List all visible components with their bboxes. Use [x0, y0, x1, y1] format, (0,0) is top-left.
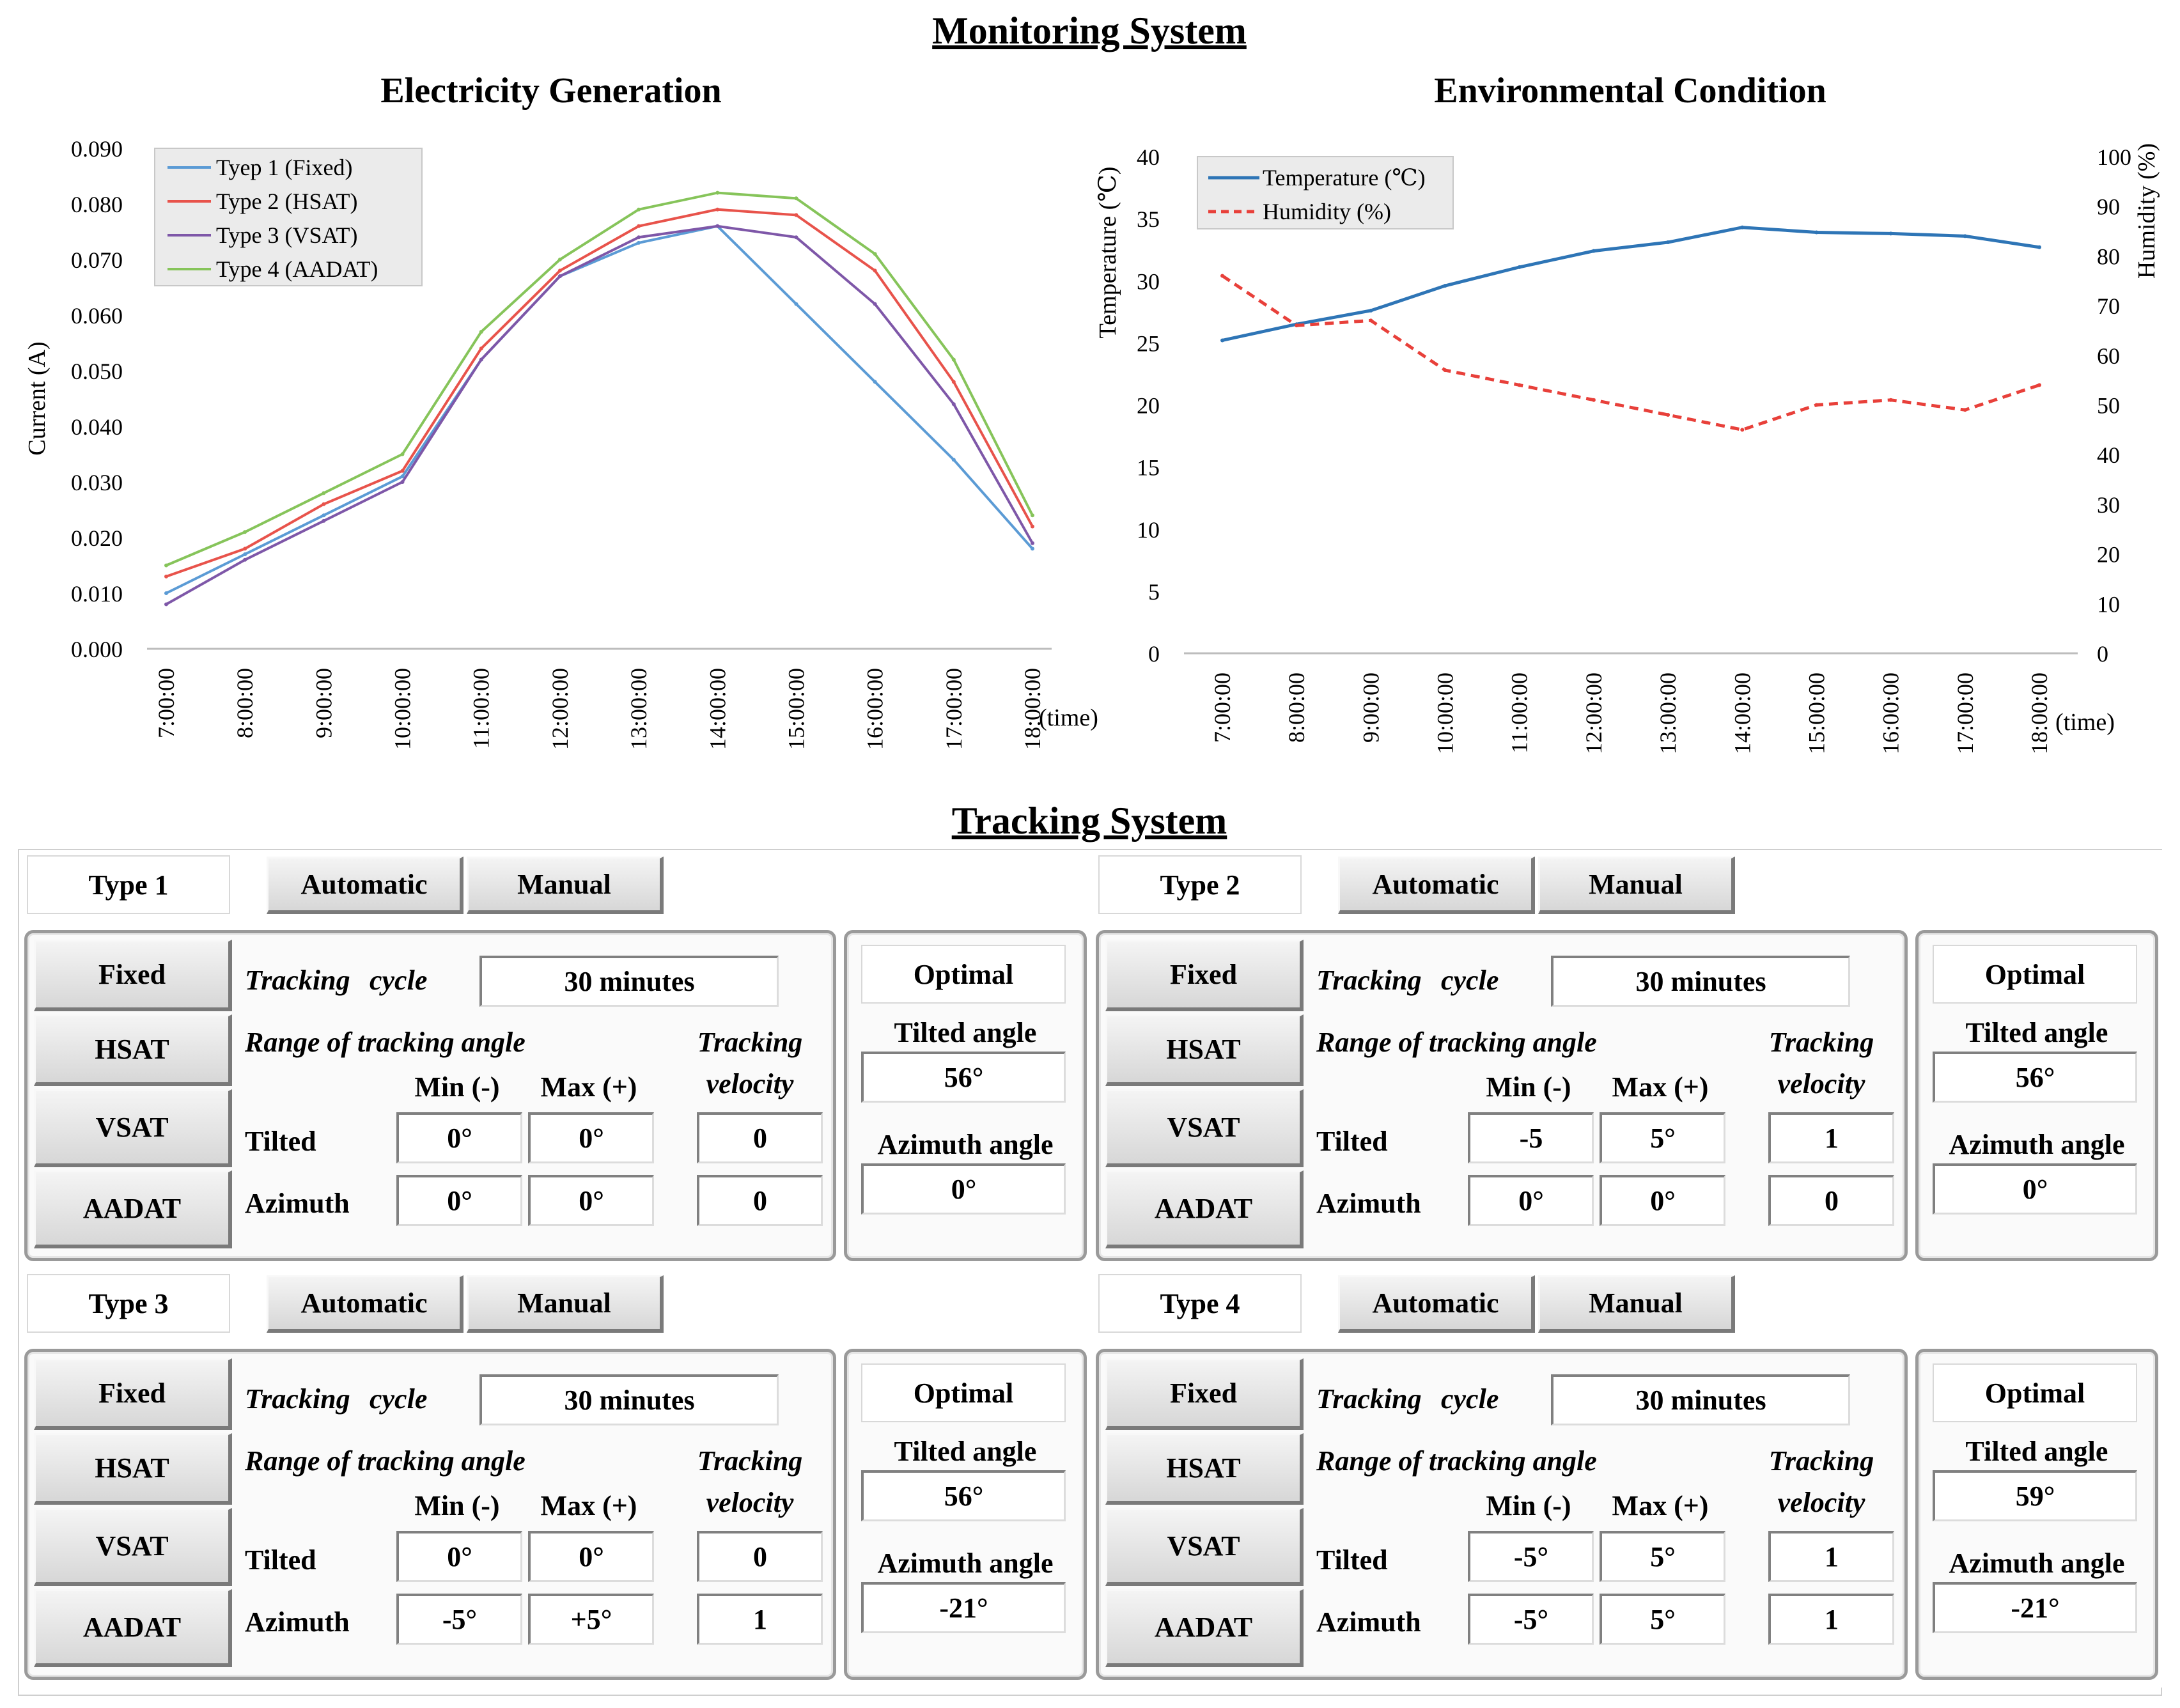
series-1-point — [1369, 309, 1373, 313]
y-tick-label-left: 25 — [1137, 330, 1160, 357]
series-3-point — [1031, 541, 1034, 545]
series-2-point — [164, 575, 168, 578]
x-tick-label: 10:00:00 — [389, 668, 416, 750]
min-header: Min (-) — [414, 1071, 500, 1103]
tracking-velocity-label-2: velocity — [706, 1487, 794, 1518]
fixed-button[interactable]: Fixed — [34, 1358, 232, 1430]
tracking-panel-type-4 — [1091, 1269, 2162, 1688]
tracking-panel-type-1 — [19, 850, 1091, 1269]
range-label: Range of tracking angle — [1316, 1027, 1597, 1058]
optimal-azimuth-field: -21° — [861, 1582, 1066, 1633]
y-tick-label-right: 100 — [2097, 144, 2131, 170]
optimal-azimuth-field: -21° — [1933, 1582, 2137, 1633]
tilted-max-field[interactable]: 5° — [1600, 1112, 1725, 1163]
x-tick-label: 16:00:00 — [1878, 672, 1904, 755]
series-2-point — [1444, 368, 1447, 372]
x-tick-label: 9:00:00 — [311, 668, 337, 739]
tilted-min-field[interactable]: -5 — [1468, 1112, 1594, 1163]
x-tick-label: 18:00:00 — [2027, 672, 2052, 755]
min-header: Min (-) — [1486, 1490, 1571, 1521]
optimal-azimuth-field: 0° — [861, 1163, 1066, 1215]
x-tick-label: 12:00:00 — [547, 668, 573, 750]
tilted-row-label: Tilted — [245, 1126, 316, 1157]
electricity-generation-chart — [0, 0, 1098, 786]
x-tick-label: 17:00:00 — [1952, 672, 1978, 755]
azimuth-angle-label: Azimuth angle — [877, 1548, 1054, 1579]
hsat-button[interactable]: HSAT — [34, 1433, 232, 1505]
series-4-point — [715, 191, 719, 195]
series-2-point — [1518, 383, 1522, 387]
x-tick-label: 7:00:00 — [1210, 672, 1235, 743]
series-3-point — [401, 480, 405, 484]
tracking-panel-type-2 — [1091, 850, 2162, 1269]
min-header: Min (-) — [1486, 1071, 1571, 1103]
series-1-point — [1889, 231, 1893, 235]
hsat-button[interactable]: HSAT — [1105, 1433, 1304, 1505]
tilted-angle-label: Tilted angle — [894, 1436, 1037, 1467]
hsat-button[interactable]: HSAT — [1105, 1014, 1304, 1086]
x-tick-label: 9:00:00 — [1358, 672, 1384, 743]
series-2-point — [2037, 383, 2041, 387]
optimal-tilted-field: 56° — [1933, 1052, 2137, 1103]
series-2-point — [558, 268, 562, 272]
legend-entry: Humidity (%) — [1263, 199, 1391, 224]
azimuth-velocity-field[interactable]: 1 — [697, 1594, 823, 1645]
max-header: Max (+) — [540, 1490, 637, 1521]
optimal-group — [844, 930, 1087, 1261]
y-tick-label-right: 40 — [2097, 442, 2120, 469]
x-tick-label: 15:00:00 — [1803, 672, 1830, 755]
optimal-label: Optimal — [1933, 1363, 2137, 1422]
tilted-row-label: Tilted — [1316, 1126, 1388, 1157]
azimuth-row-label: Azimuth — [245, 1606, 350, 1638]
series-4-point — [479, 330, 483, 334]
tracking-panel-type-3 — [19, 1269, 1091, 1688]
x-tick-label: 11:00:00 — [468, 668, 494, 749]
series-1-point — [1518, 265, 1522, 269]
tilted-velocity-field[interactable]: 1 — [1768, 1531, 1894, 1582]
y-tick-label-right: 30 — [2097, 492, 2120, 518]
vsat-button[interactable]: VSAT — [1105, 1508, 1304, 1586]
y-tick-label: 0.050 — [71, 359, 123, 384]
azimuth-row-label: Azimuth — [245, 1188, 350, 1219]
series-1-point — [322, 513, 325, 517]
azimuth-row-label: Azimuth — [1316, 1188, 1421, 1219]
hsat-button[interactable]: HSAT — [34, 1014, 232, 1086]
optimal-tilted-field: 56° — [861, 1052, 1066, 1103]
optimal-group — [1915, 1349, 2158, 1680]
automatic-button[interactable]: Automatic — [267, 857, 463, 914]
series-2-point — [1666, 413, 1670, 417]
series-line-2 — [1222, 276, 2039, 430]
x-tick-label: 13:00:00 — [1655, 672, 1681, 755]
optimal-label: Optimal — [1933, 945, 2137, 1004]
series-2-point — [322, 502, 325, 506]
series-2-point — [637, 224, 641, 228]
y-axis-label-right: Humidity (%) — [2133, 143, 2160, 279]
min-header: Min (-) — [414, 1490, 500, 1521]
optimal-tilted-field: 59° — [1933, 1470, 2137, 1521]
max-header: Max (+) — [1612, 1071, 1709, 1103]
y-tick-label: 0.080 — [71, 192, 123, 217]
max-header: Max (+) — [1612, 1490, 1709, 1521]
automatic-button[interactable]: Automatic — [1338, 857, 1535, 914]
optimal-tilted-field: 56° — [861, 1470, 1066, 1521]
series-1-point — [1220, 338, 1224, 342]
series-4-point — [401, 453, 405, 456]
series-1-point — [1814, 230, 1818, 234]
vsat-button[interactable]: VSAT — [34, 1508, 232, 1586]
x-tick-label: 10:00:00 — [1432, 672, 1458, 755]
tracking-system-area — [18, 849, 2162, 1696]
series-4-point — [164, 564, 168, 568]
y-tick-label: 0.040 — [71, 414, 123, 440]
tracking-cycle-field[interactable]: 30 minutes — [479, 956, 779, 1007]
series-4-point — [322, 491, 325, 495]
y-tick-label-right: 90 — [2097, 194, 2120, 220]
series-1-point — [1592, 249, 1596, 253]
azimuth-max-field[interactable]: 5° — [1600, 1594, 1725, 1645]
series-1-point — [1444, 284, 1447, 288]
tracking-velocity-label: Tracking — [697, 1027, 803, 1058]
series-4-point — [952, 358, 956, 362]
azimuth-max-field[interactable]: 0° — [1600, 1175, 1725, 1226]
series-2-point — [1220, 274, 1224, 277]
y-tick-label-left: 0 — [1148, 641, 1160, 667]
optimal-label: Optimal — [861, 1363, 1066, 1422]
azimuth-angle-label: Azimuth angle — [1949, 1129, 2125, 1160]
y-tick-label-right: 0 — [2097, 641, 2108, 667]
x-tick-label: 13:00:00 — [626, 668, 652, 750]
chart-title: Electricity Generation — [380, 71, 722, 111]
y-tick-label-right: 80 — [2097, 244, 2120, 270]
legend-entry: Type 4 (AADAT) — [216, 256, 378, 282]
y-tick-label-right: 10 — [2097, 591, 2120, 617]
x-tick-label: 14:00:00 — [705, 668, 731, 750]
tracking-settings-group — [1096, 930, 1908, 1261]
y-tick-label-right: 50 — [2097, 392, 2120, 419]
x-tick-label: 14:00:00 — [1729, 672, 1756, 755]
y-tick-label: 0.060 — [71, 303, 123, 329]
type-label: Type 4 — [1098, 1274, 1302, 1333]
y-tick-label-right: 20 — [2097, 541, 2120, 568]
y-tick-label-left: 35 — [1137, 206, 1160, 233]
tracking-velocity-label-2: velocity — [1777, 1068, 1865, 1099]
type-label: Type 2 — [1098, 855, 1302, 914]
automatic-button[interactable]: Automatic — [267, 1275, 463, 1333]
x-tick-label: 18:00:00 — [1020, 668, 1045, 750]
series-2-point — [401, 469, 405, 473]
vsat-button[interactable]: VSAT — [34, 1089, 232, 1167]
series-3-point — [558, 274, 562, 278]
legend-entry: Temperature (℃) — [1263, 165, 1426, 190]
azimuth-angle-label: Azimuth angle — [1949, 1548, 2125, 1579]
series-1-point — [637, 241, 641, 245]
tilted-angle-label: Tilted angle — [1965, 1436, 2108, 1467]
tracking-settings-group — [1096, 1349, 1908, 1680]
series-2-point — [243, 547, 247, 550]
series-3-point — [637, 235, 641, 239]
x-tick-label: 12:00:00 — [1580, 672, 1607, 755]
azimuth-velocity-field[interactable]: 0 — [1768, 1175, 1894, 1226]
tracking-velocity-label-2: velocity — [1777, 1487, 1865, 1518]
series-3-point — [952, 402, 956, 406]
tilted-velocity-field[interactable]: 1 — [1768, 1112, 1894, 1163]
aadat-button[interactable]: AADAT — [1105, 1170, 1304, 1248]
series-4-point — [243, 530, 247, 534]
optimal-group — [844, 1349, 1087, 1680]
azimuth-velocity-field[interactable]: 1 — [1768, 1594, 1894, 1645]
y-tick-label-left: 30 — [1137, 268, 1160, 295]
tracking-cycle-label-2: cycle — [1441, 1383, 1499, 1415]
series-1-point — [2037, 245, 2041, 249]
x-tick-label: 15:00:00 — [783, 668, 809, 750]
tilted-angle-label: Tilted angle — [1965, 1017, 2108, 1048]
x-tick-label: 8:00:00 — [1284, 672, 1310, 743]
y-tick-label: 0.020 — [71, 525, 123, 551]
tilted-velocity-field[interactable]: 0 — [697, 1531, 823, 1582]
series-3-point — [873, 302, 877, 306]
manual-button[interactable]: Manual — [467, 1275, 664, 1333]
tilted-angle-label: Tilted angle — [894, 1017, 1037, 1048]
azimuth-angle-label: Azimuth angle — [877, 1129, 1054, 1160]
legend-entry: Type 3 (VSAT) — [216, 222, 358, 248]
manual-button[interactable]: Manual — [1538, 857, 1735, 914]
tracking-cycle-label-2: cycle — [1441, 965, 1499, 996]
aadat-button[interactable]: AADAT — [34, 1170, 232, 1248]
series-1-point — [1963, 234, 1967, 238]
azimuth-velocity-field[interactable]: 0 — [697, 1175, 823, 1226]
series-1-point — [873, 380, 877, 384]
tracking-velocity-label: Tracking — [1768, 1445, 1874, 1477]
series-1-point — [164, 591, 168, 595]
azimuth-min-field[interactable]: -5° — [1468, 1594, 1594, 1645]
x-tick-label: 11:00:00 — [1506, 672, 1532, 754]
manual-button[interactable]: Manual — [1538, 1275, 1735, 1333]
y-tick-label-left: 5 — [1148, 578, 1160, 605]
tracking-cycle-label-2: cycle — [370, 965, 428, 996]
series-1-point — [952, 458, 956, 462]
tilted-row-label: Tilted — [1316, 1544, 1388, 1576]
series-1-point — [1031, 547, 1034, 550]
x-tick-label: 16:00:00 — [862, 668, 888, 750]
series-3-point — [322, 519, 325, 523]
y-tick-label-left: 10 — [1137, 516, 1160, 543]
y-tick-label: 0.030 — [71, 470, 123, 495]
x-tick-label: 8:00:00 — [232, 668, 258, 739]
series-2-point — [715, 208, 719, 212]
tilted-max-field[interactable]: 0° — [528, 1112, 654, 1163]
optimal-azimuth-field: 0° — [1933, 1163, 2137, 1215]
series-4-point — [558, 258, 562, 261]
tilted-max-field[interactable]: 0° — [528, 1531, 654, 1582]
azimuth-min-field[interactable]: 0° — [1468, 1175, 1594, 1226]
legend-entry: Type 2 (HSAT) — [216, 189, 358, 214]
range-label: Range of tracking angle — [245, 1027, 526, 1058]
series-1-point — [794, 302, 798, 306]
tracking-system-heading: Tracking System — [951, 800, 1227, 842]
tracking-cycle-field[interactable]: 30 minutes — [479, 1374, 779, 1425]
x-axis-label: (time) — [2055, 709, 2115, 736]
range-label: Range of tracking angle — [245, 1445, 526, 1477]
tracking-settings-group — [24, 930, 836, 1261]
environmental-condition-chart — [1090, 0, 2180, 786]
y-tick-label: 0.000 — [71, 637, 123, 662]
y-tick-label: 0.090 — [71, 136, 123, 162]
series-2-point — [1295, 323, 1298, 327]
series-2-point — [952, 380, 956, 384]
series-2-point — [479, 346, 483, 350]
tracking-cycle-label: Tracking — [1316, 965, 1422, 996]
series-3-point — [164, 602, 168, 606]
optimal-label: Optimal — [861, 945, 1066, 1004]
y-tick-label: 0.070 — [71, 247, 123, 273]
tracking-cycle-label: Tracking — [245, 1383, 350, 1415]
chart-title: Environmental Condition — [1434, 71, 1826, 111]
tracking-cycle-label: Tracking — [1316, 1383, 1422, 1415]
azimuth-max-field[interactable]: 0° — [528, 1175, 654, 1226]
tracking-cycle-field[interactable]: 30 minutes — [1551, 1374, 1850, 1425]
series-1-point — [1740, 226, 1744, 229]
series-4-point — [794, 196, 798, 200]
y-tick-label-left: 40 — [1137, 144, 1160, 170]
series-2-point — [1031, 525, 1034, 529]
x-tick-label: 7:00:00 — [153, 668, 179, 739]
legend-entry: Tyep 1 (Fixed) — [216, 155, 353, 180]
tracking-velocity-label: Tracking — [1768, 1027, 1874, 1058]
y-axis-label: Current (A) — [24, 341, 51, 456]
monitoring-system-heading: Monitoring System — [932, 10, 1247, 52]
automatic-button[interactable]: Automatic — [1338, 1275, 1535, 1333]
series-1-point — [1666, 240, 1670, 244]
series-3-point — [243, 558, 247, 562]
tilted-min-field[interactable]: 0° — [396, 1531, 522, 1582]
tracking-velocity-label-2: velocity — [706, 1068, 794, 1099]
tilted-row-label: Tilted — [245, 1544, 316, 1576]
azimuth-max-field[interactable]: +5° — [528, 1594, 654, 1645]
fixed-button[interactable]: Fixed — [1105, 940, 1304, 1011]
series-2-point — [1814, 403, 1818, 407]
tracking-cycle-label: Tracking — [245, 965, 350, 996]
max-header: Max (+) — [540, 1071, 637, 1103]
aadat-button[interactable]: AADAT — [1105, 1589, 1304, 1667]
series-4-point — [637, 208, 641, 212]
optimal-group — [1915, 930, 2158, 1261]
x-tick-label: 17:00:00 — [940, 668, 967, 750]
y-tick-label-left: 15 — [1137, 454, 1160, 481]
tracking-cycle-label-2: cycle — [370, 1383, 428, 1415]
series-2-point — [1963, 408, 1967, 412]
y-tick-label: 0.010 — [71, 581, 123, 607]
tracking-velocity-label: Tracking — [697, 1445, 803, 1477]
series-2-point — [1740, 428, 1744, 431]
manual-button[interactable]: Manual — [467, 857, 664, 914]
tilted-min-field[interactable]: -5° — [1468, 1531, 1594, 1582]
aadat-button[interactable]: AADAT — [34, 1589, 232, 1667]
type-label: Type 3 — [27, 1274, 230, 1333]
series-2-point — [1889, 398, 1893, 402]
x-axis-label: (time) — [1039, 704, 1098, 731]
tracking-settings-group — [24, 1349, 836, 1680]
azimuth-row-label: Azimuth — [1316, 1606, 1421, 1638]
series-4-point — [1031, 513, 1034, 517]
series-3-point — [794, 235, 798, 239]
fixed-button[interactable]: Fixed — [34, 940, 232, 1011]
y-axis-label-left: Temperature (℃) — [1094, 166, 1121, 339]
series-4-point — [873, 252, 877, 256]
range-label: Range of tracking angle — [1316, 1445, 1597, 1477]
y-tick-label-right: 70 — [2097, 293, 2120, 320]
series-2-point — [794, 213, 798, 217]
tilted-velocity-field[interactable]: 0 — [697, 1112, 823, 1163]
type-label: Type 1 — [27, 855, 230, 914]
series-2-point — [1592, 398, 1596, 402]
series-1-point — [243, 552, 247, 556]
fixed-button[interactable]: Fixed — [1105, 1358, 1304, 1430]
tracking-cycle-field[interactable]: 30 minutes — [1551, 956, 1850, 1007]
tilted-max-field[interactable]: 5° — [1600, 1531, 1725, 1582]
y-tick-label-left: 20 — [1137, 392, 1160, 419]
vsat-button[interactable]: VSAT — [1105, 1089, 1304, 1167]
azimuth-min-field[interactable]: 0° — [396, 1175, 522, 1226]
y-tick-label-right: 60 — [2097, 343, 2120, 369]
azimuth-min-field[interactable]: -5° — [396, 1594, 522, 1645]
series-3-point — [715, 224, 719, 228]
series-3-point — [479, 358, 483, 362]
tilted-min-field[interactable]: 0° — [396, 1112, 522, 1163]
series-2-point — [1369, 318, 1373, 322]
series-2-point — [873, 268, 877, 272]
